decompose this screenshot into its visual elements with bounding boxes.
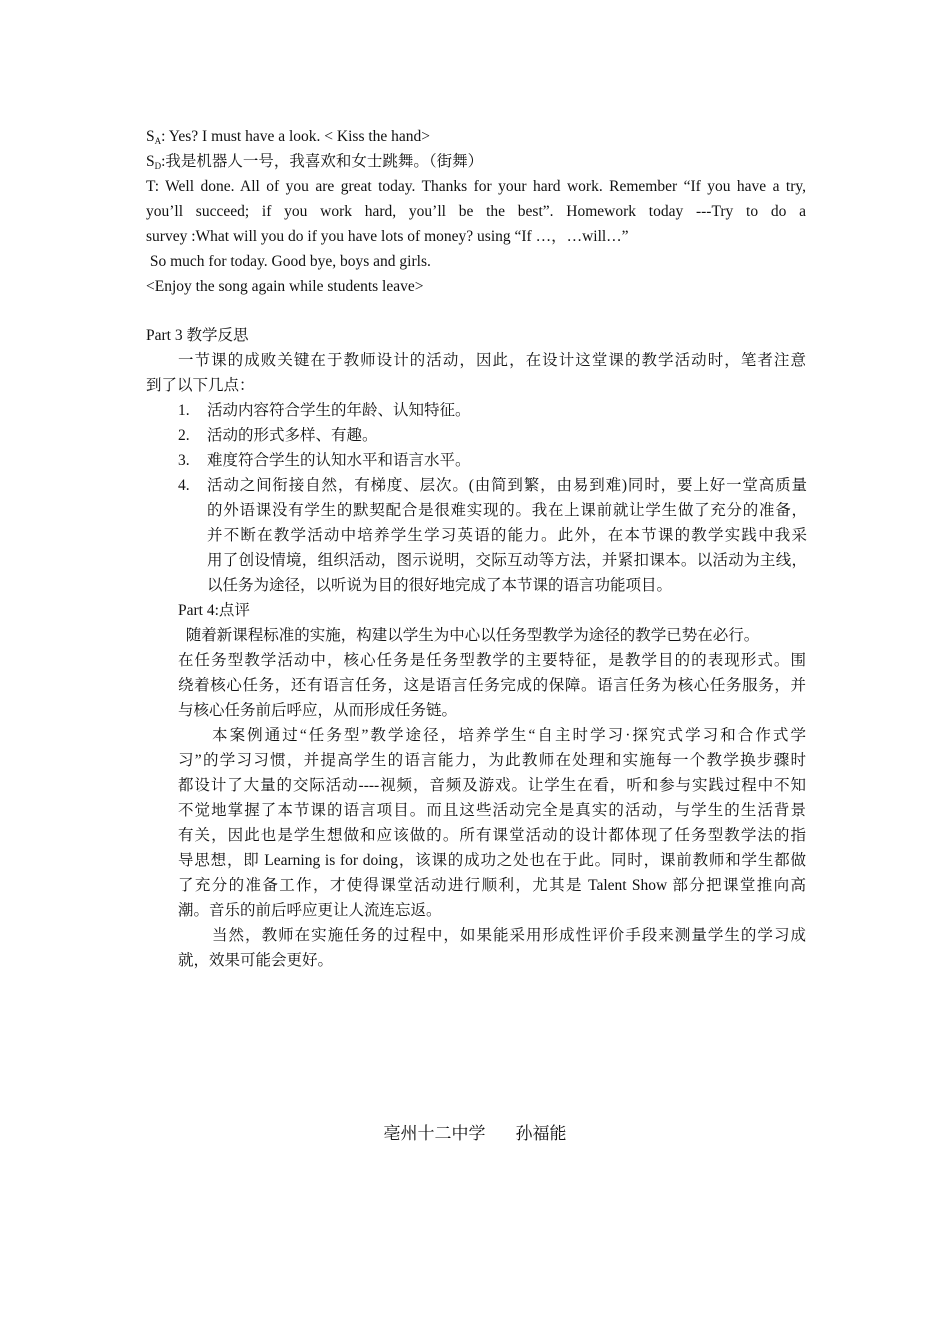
- speaker-sa: S: [146, 128, 155, 145]
- list-item-number: 3.: [178, 452, 190, 469]
- part4-p2-line-5: 有关，因此也是学生想做和应该做的。所有课堂活动的设计都体现了任务型教学法的指: [178, 827, 806, 844]
- part3-heading: Part 3 教学反思: [146, 327, 249, 344]
- teacher-line-3: survey :What will you do if you have lots of money? using “If …，…will…”: [146, 228, 629, 245]
- speaker-sb: S: [146, 153, 155, 170]
- part3-intro-line-1: 一节课的成败关键在于教师设计的活动，因此，在设计这堂课的教学活动时，笔者注意: [178, 352, 806, 369]
- teacher-line-1: T: Well done. All of you are great today. Thanks for your hard work. Remember “If you have a try,: [146, 178, 806, 195]
- closing-line: So much for today. Good bye, boys and girls.: [146, 253, 431, 270]
- list-item-text-line: 并不断在教学活动中培养学生学习英语的能力。此外，在本节课的教学实践中我采: [207, 527, 807, 544]
- enjoy-song-line: <Enjoy the song again while students leave>: [146, 278, 424, 295]
- school-name: 亳州十二中学: [383, 1124, 486, 1143]
- part4-p2-line-3: 都设计了大量的交际活动----视频，音频及游戏。让学生在看，听和参与实践过程中不知: [178, 777, 806, 794]
- dialogue-sb-text: :我是机器人一号，我喜欢和女士跳舞。（街舞）: [161, 153, 484, 170]
- part4-p1-line-1: 随着新课程标准的实施，构建以学生为中心以任务型教学为途径的教学已势在必行。: [178, 627, 760, 644]
- dialogue-sa-text: : Yes? I must have a look. < Kiss the hand>: [161, 128, 431, 145]
- part4-p2-line-7: 了充分的准备工作，才使得课堂活动进行顺利，尤其是 Talent Show 部分把课堂推向高: [178, 877, 806, 894]
- part4-p3-line-2: 就，效果可能会更好。: [178, 952, 334, 969]
- list-item-text: 活动的形式多样、有趣。: [207, 427, 378, 444]
- list-item-text-line: 用了创设情境，组织活动，图示说明，交际互动等方法，并紧扣课本。以活动为主线，: [207, 552, 807, 569]
- author-name: 孙福能: [515, 1124, 567, 1143]
- speaker-sa-subscript: A: [154, 136, 162, 146]
- part4-p2-line-8: 潮。音乐的前后呼应更让人流连忘返。: [178, 902, 442, 919]
- list-item-text: 难度符合学生的认知水平和语言水平。: [207, 452, 471, 469]
- part3-intro-line-2: 到了以下几点：: [146, 377, 255, 394]
- part4-p2-line-2: 习”的学习习惯，并提高学生的语言能力，为此教师在处理和实施每一个教学换步骤时: [178, 752, 806, 769]
- list-item-text: 活动内容符合学生的年龄、认知特征。: [207, 402, 471, 419]
- part4-p2-line-6: 导思想，即 Learning is for doing，该课的成功之处也在于此。同时，课前教师和学生都做: [178, 852, 806, 869]
- list-item-text-line: 活动之间衔接自然，有梯度、层次。(由简到繁，由易到难)同时，要上好一堂高质量: [207, 477, 807, 494]
- speaker-sb-subscript: D: [154, 161, 162, 171]
- part4-p1-line-2: 在任务型教学活动中，核心任务是任务型教学的主要特征，是教学目的的表现形式。围: [178, 652, 806, 669]
- part4-p2-line-4: 不觉地掌握了本节课的语言项目。而且这些活动完全是真实的活动，与学生的生活背景: [178, 802, 806, 819]
- list-item-number: 1.: [178, 402, 190, 419]
- part4-p1-line-4: 与核心任务前后呼应，从而形成任务链。: [178, 702, 458, 719]
- list-item-text-line: 的外语课没有学生的默契配合是很难实现的。我在上课前就让学生做了充分的准备，: [207, 502, 807, 519]
- part4-heading: Part 4:点评: [178, 602, 250, 619]
- part4-p3-line-1: 当然，教师在实施任务的过程中，如果能采用形成性评价手段来测量学生的学习成: [212, 927, 806, 944]
- list-item-number: 2.: [178, 427, 190, 444]
- part4-p1-line-3: 绕着核心任务，还有语言任务，这是语言任务完成的保障。语言任务为核心任务服务，并: [178, 677, 806, 694]
- signature-footer: [0, 1122, 950, 1146]
- list-item-number: 4.: [178, 477, 190, 494]
- part4-p2-line-1: 本案例通过“任务型”教学途径，培养学生“自主时学习·探究式学习和合作式学: [212, 727, 806, 744]
- teacher-line-2: you’ll succeed; if you work hard, you’ll be the best”. Homework today ---Try to do a: [146, 203, 806, 220]
- list-item-text-line: 以任务为途径，以听说为目的很好地完成了本节课的语言功能项目。: [207, 577, 673, 594]
